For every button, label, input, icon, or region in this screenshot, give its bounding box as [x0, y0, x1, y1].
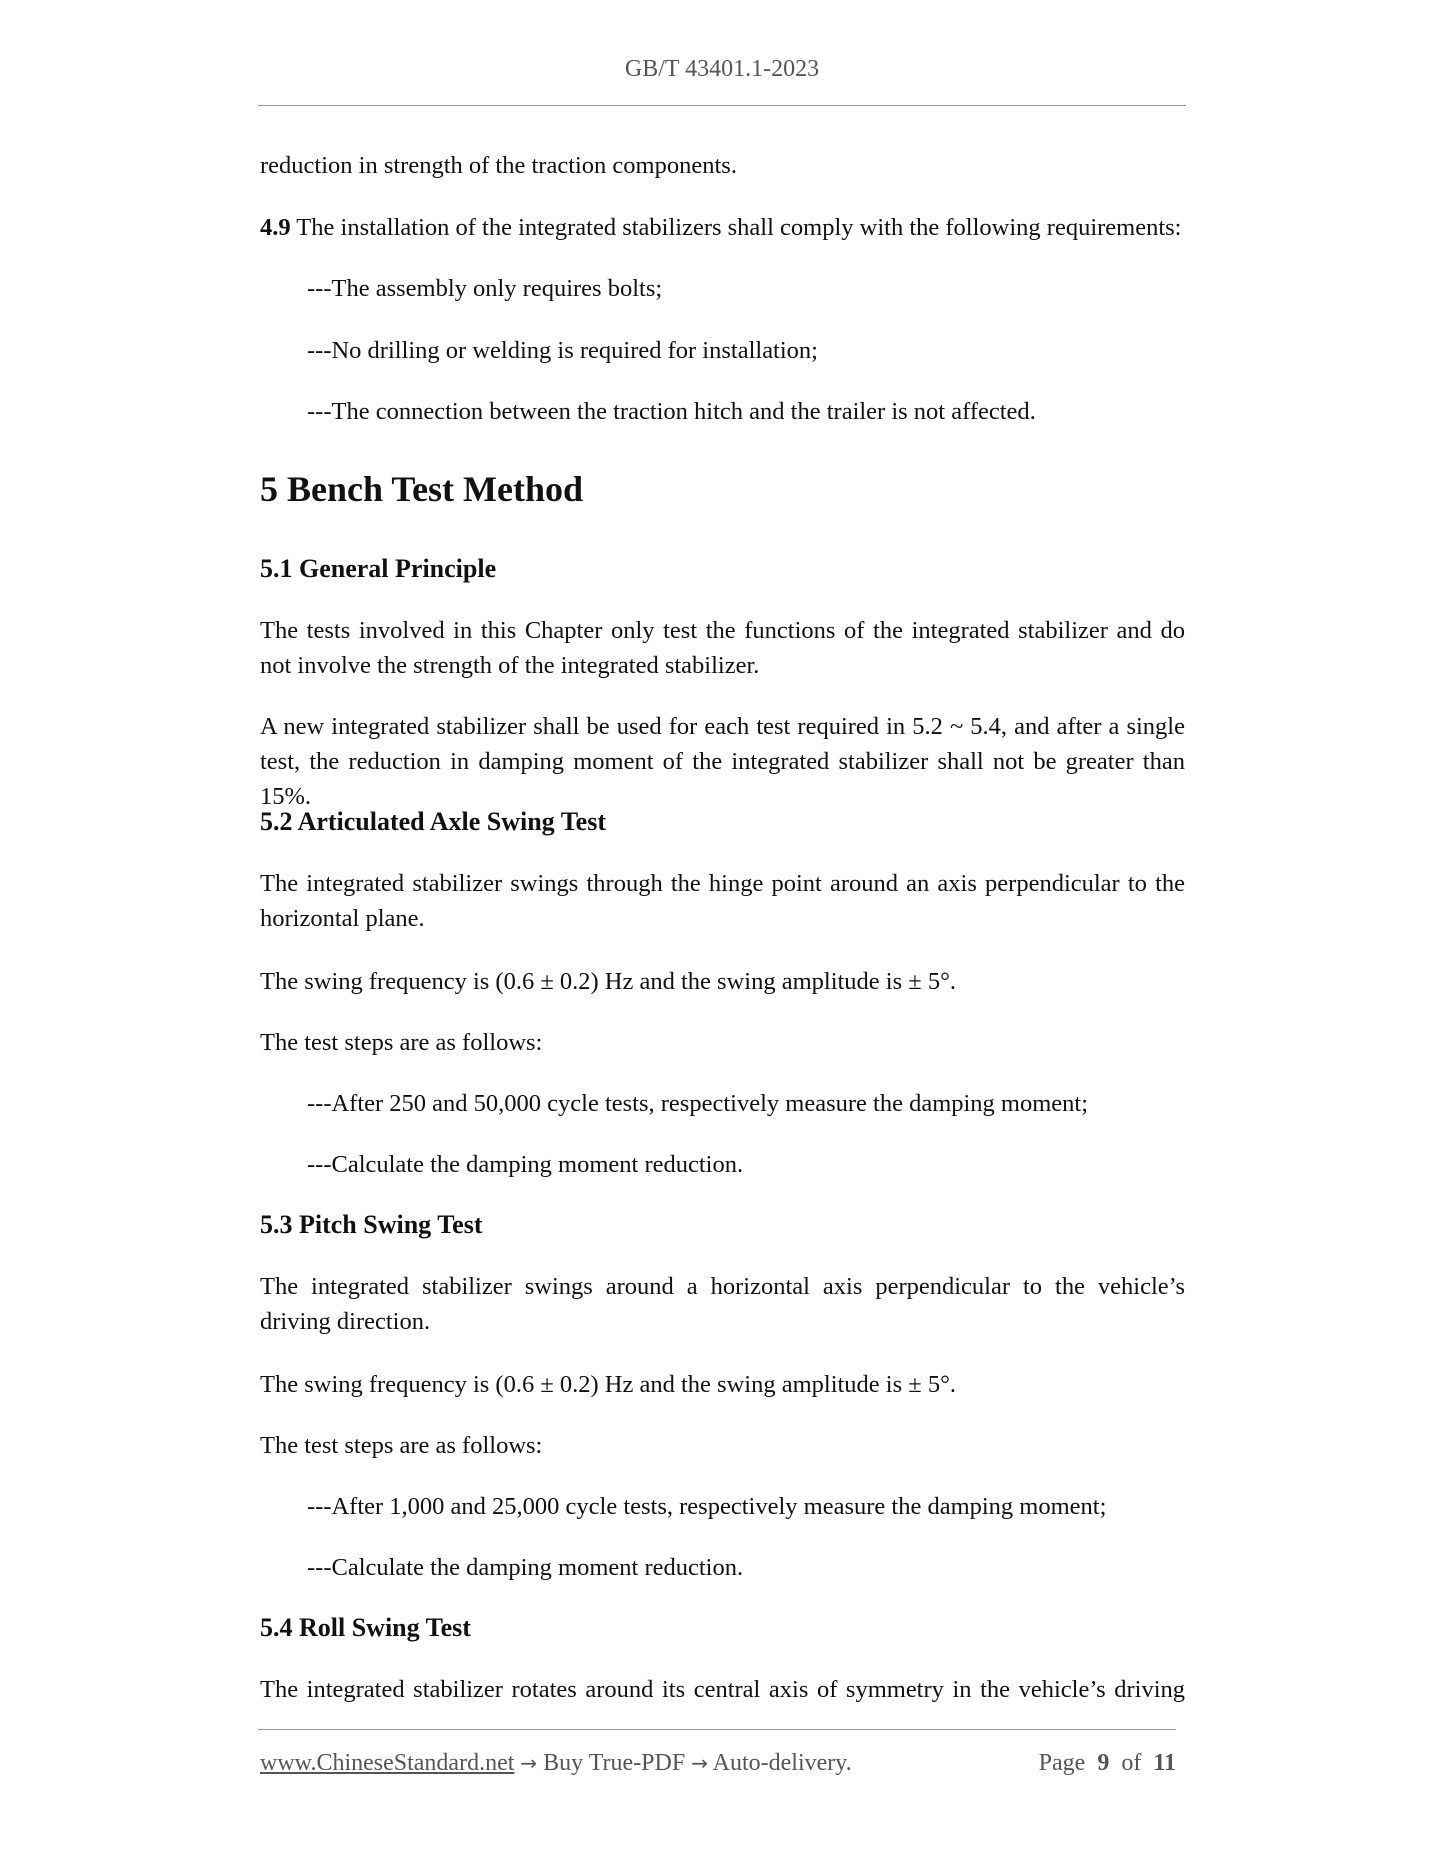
section-5-2-paragraph-3: The test steps are as follows: — [260, 1029, 543, 1056]
section-5-2-paragraph-2: The swing frequency is (0.6 ± 0.2) Hz and the swing amplitude is ± 5°. — [260, 968, 957, 995]
chapter-5-heading: 5 Bench Test Method — [260, 469, 584, 509]
section-5-1-heading: 5.1 General Principle — [260, 554, 497, 583]
list-item: ---No drilling or welding is required for installation; — [307, 337, 818, 364]
clause-number: 4.9 — [260, 214, 291, 241]
list-item: ---After 250 and 50,000 cycle tests, respectively measure the damping moment; — [307, 1090, 1089, 1117]
arrow-right-icon: → — [691, 1751, 708, 1775]
section-5-2-paragraph-1: The integrated stabilizer swings through the hinge point around an axis perpendicular to the horizontal plane. — [260, 870, 1185, 932]
header-divider — [258, 105, 1186, 106]
footer-divider — [258, 1729, 1176, 1730]
list-item: ---The assembly only requires bolts; — [307, 275, 663, 302]
of-label: of — [1121, 1750, 1142, 1776]
section-5-4-heading: 5.4 Roll Swing Test — [260, 1613, 471, 1642]
list-item: ---Calculate the damping moment reduction. — [307, 1554, 744, 1581]
site-link[interactable]: www.ChineseStandard.net — [260, 1750, 515, 1776]
section-5-3-paragraph-1: The integrated stabilizer swings around a horizontal axis perpendicular to the vehicle’s driving direction. — [260, 1273, 1185, 1335]
continued-paragraph: reduction in strength of the traction components. — [260, 152, 737, 179]
auto-delivery-text: Auto-delivery. — [707, 1750, 852, 1776]
list-item: ---The connection between the traction hitch and the trailer is not affected. — [307, 398, 1036, 425]
arrow-right-icon: → — [520, 1751, 538, 1775]
section-5-1-paragraph-2: A new integrated stabilizer shall be used for each test required in 5.2 ~ 5.4, and after a single test, the reduction in damping moment of the integrated stabilizer shall not be greater than 15%. — [260, 713, 1185, 810]
section-5-2-heading: 5.2 Articulated Axle Swing Test — [260, 807, 606, 836]
current-page-number: 9 — [1097, 1750, 1110, 1776]
clause-text: The installation of the integrated stabilizers shall comply with the following requirements: — [290, 214, 1182, 241]
buy-true-pdf-text: Buy True-PDF — [537, 1750, 692, 1776]
page-indicator — [1039, 1750, 1176, 1777]
document-id-header: GB/T 43401.1-2023 — [624, 56, 820, 82]
clause-4-9 — [260, 210, 1185, 245]
page-footer — [260, 1750, 1176, 1777]
total-pages-number: 11 — [1153, 1750, 1176, 1776]
section-5-1-paragraph-1: The tests involved in this Chapter only test the functions of the integrated stabilizer and do not involve the strength of the integrated stabilizer. — [260, 617, 1185, 679]
list-item: ---After 1,000 and 25,000 cycle tests, respectively measure the damping moment; — [307, 1493, 1107, 1520]
section-5-3-heading: 5.3 Pitch Swing Test — [260, 1210, 483, 1239]
section-5-4-paragraph-1: The integrated stabilizer rotates around its central axis of symmetry in the vehicle’s driving — [260, 1676, 1185, 1703]
section-5-3-paragraph-2: The swing frequency is (0.6 ± 0.2) Hz and the swing amplitude is ± 5°. — [260, 1371, 957, 1398]
list-item: ---Calculate the damping moment reduction. — [307, 1151, 744, 1178]
page-label: Page — [1038, 1750, 1086, 1776]
section-5-3-paragraph-3: The test steps are as follows: — [260, 1432, 543, 1459]
